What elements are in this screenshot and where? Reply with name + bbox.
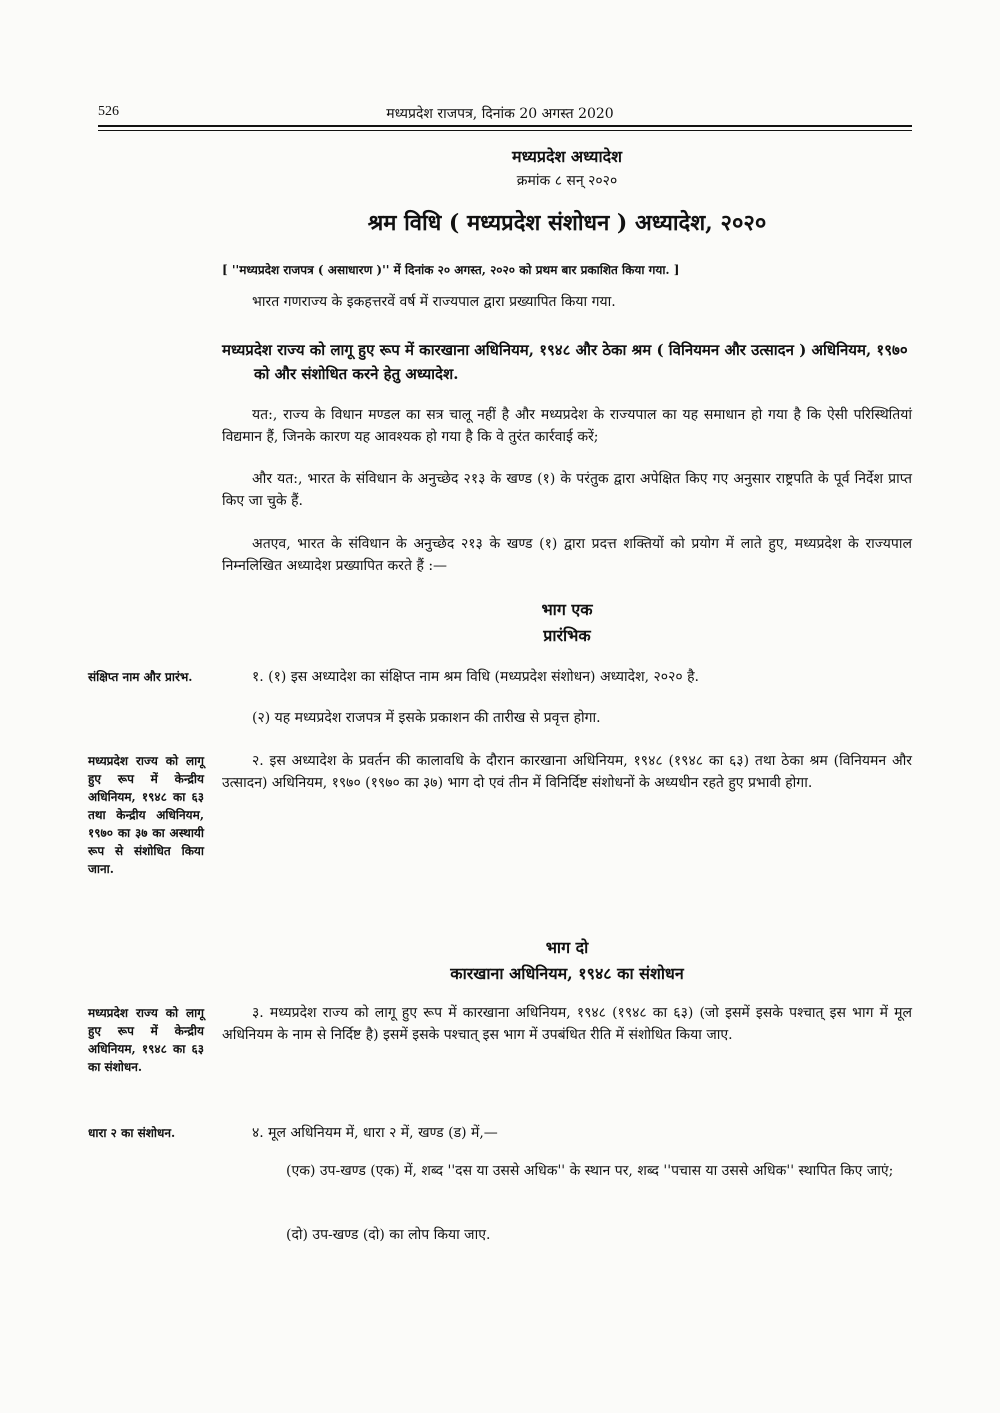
preamble-paragraph-2: और यत:, भारत के संविधान के अनुच्छेद २१३ के खण्ड (१) के परंतुक द्वारा अपेक्षित किए गए अनुसार राष्ट्रपति के पूर्व निर्देश प्राप्त किए जा चुके हैं. (222, 471, 912, 509)
part-two-label: भाग दो (545, 938, 589, 957)
preamble-paragraph-3: अतएव, भारत के संविधान के अनुच्छेद २१३ के खण्ड (१) द्वारा प्रदत्त शक्तियों को प्रयोग में लाते हुए, मध्यप्रदेश के राज्यपाल निम्नलिखित अध्यादेश प्रख्यापित करते हैं :— (222, 536, 912, 574)
margin-note-short-title: संक्षिप्त नाम और प्रारंभ. (88, 670, 193, 684)
ordinance-heading: मध्यप्रदेश अध्यादेश (512, 147, 622, 166)
part-one-label: भाग एक (541, 600, 593, 619)
margin-note-section-2-amendment: धारा २ का संशोधन. (88, 1126, 176, 1140)
part-one-title: प्रारंभिक (543, 626, 591, 645)
ordinance-number: क्रमांक ८ सन् २०२० (516, 173, 618, 189)
publication-note: [ ''मध्यप्रदेश राजपत्र ( असाधारण )'' में दिनांक २० अगस्त, २०२० को प्रथम बार प्रकाशित किया गया. ] (222, 263, 680, 277)
section-4: ४. मूल अधिनियम में, धारा २ में, खण्ड (ड) में,— (252, 1125, 498, 1141)
section-1-1: १. (१) इस अध्यादेश का संक्षिप्त नाम श्रम विधि (मध्यप्रदेश संशोधन) अध्यादेश, २०२० है. (252, 669, 699, 685)
page-number: 526 (98, 104, 119, 119)
margin-note-temporary-amendment: मध्यप्रदेश राज्य को लागू हुए रूप में केन्द्रीय अधिनियम, १९४८ का ६३ तथा केन्द्रीय अधिनियम, १९७० का ३७ का अस्थायी रूप से संशोधित किया जाना. (88, 754, 204, 876)
section-2: २. इस अध्यादेश के प्रवर्तन की कालावधि के दौरान कारखाना अधिनियम, १९४८ (१९४८ का ६३) तथा ठेका श्रम (विनियमन और उत्सादन) अधिनियम, १९७० (१९७० का ३७) भाग दो एवं तीन में विनिर्दिष्ट संशोधनों के अध्यधीन रहते हुए प्रभावी होगा. (222, 753, 912, 791)
header-rule-thin (98, 130, 912, 131)
preamble-paragraph-1: यत:, राज्य के विधान मण्डल का सत्र चालू नहीं है और मध्यप्रदेश के राज्यपाल का यह समाधान हो गया है कि ऐसी परिस्थितियां विद्यमान हैं, जिनके कारण यह आवश्यक हो गया है कि वे तुरंत कार्रवाई करें; (222, 407, 912, 445)
margin-note-central-act-amendment: मध्यप्रदेश राज्य को लागू हुए रूप में केन्द्रीय अधिनियम, १९४८ का ६३ का संशोधन. (88, 1006, 204, 1074)
running-title: मध्यप्रदेश राजपत्र, दिनांक 20 अगस्त 2020 (386, 106, 614, 122)
part-two-title: कारखाना अधिनियम, १९४८ का संशोधन (450, 964, 684, 983)
clause-two: (दो) उप-खण्ड (दो) का लोप किया जाए. (286, 1227, 491, 1243)
section-1-2: (२) यह मध्यप्रदेश राजपत्र में इसके प्रकाशन की तारीख से प्रवृत्त होगा. (252, 710, 601, 726)
clause-one: (एक) उप-खण्ड (एक) में, शब्द ''दस या उससे अधिक'' के स्थान पर, शब्द ''पचास या उससे अधिक'' स्थापित किए जाएं; (286, 1163, 894, 1179)
section-3: ३. मध्यप्रदेश राज्य को लागू हुए रूप में कारखाना अधिनियम, १९४८ (१९४८ का ६३) (जो इसमें इसके पश्चात् इस भाग में मूल अधिनियम के नाम से निर्दिष्ट है) इसमें इसके पश्चात् इस भाग में उपबंधित रीति में संशोधित किया जाए. (222, 1005, 912, 1043)
long-title: मध्यप्रदेश राज्य को लागू हुए रूप में कारखाना अधिनियम, १९४८ और ठेका श्रम ( विनियमन और उत्सादन ) अधिनियम, १९७० को और संशोधित करने हेतु अध्यादेश. (222, 341, 908, 383)
header-rule-thick (98, 125, 912, 127)
promulgation-line: भारत गणराज्य के इकहत्तरवें वर्ष में राज्यपाल द्वारा प्रख्यापित किया गया. (252, 294, 616, 310)
act-title: श्रम विधि ( मध्यप्रदेश संशोधन ) अध्यादेश, २०२० (367, 210, 767, 236)
